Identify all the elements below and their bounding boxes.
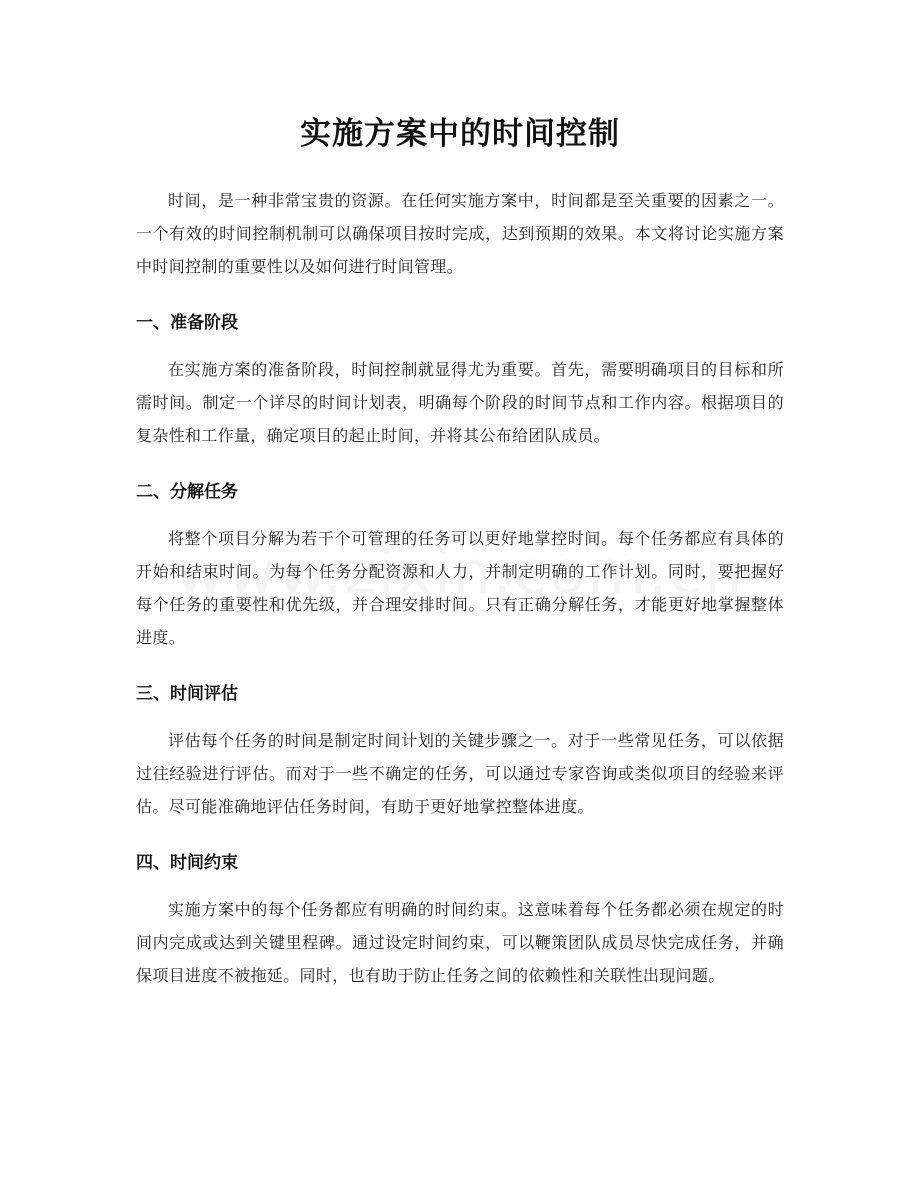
document-body	[136, 184, 784, 992]
section-time-estimation	[136, 682, 784, 823]
section-paragraph: 实施方案中的每个任务都应有明确的时间约束。这意味着每个任务都必须在规定的时间内完成或达到关键里程碑。通过设定时间约束，可以鞭策团队成员尽快完成任务，并确保项目进度不被拖延。同时，也有助于防止任务之间的依赖性和关联性出现问题。	[136, 900, 784, 985]
intro-paragraph: 时间，是一种非常宝贵的资源。在任何实施方案中，时间都是至关重要的因素之一。一个有效的时间控制机制可以确保项目按时完成，达到预期的效果。本文将讨论实施方案中时间控制的重要性以及如何进行时间管理。	[136, 191, 784, 276]
page-title: 实施方案中的时间控制	[300, 116, 620, 152]
section-paragraph: 在实施方案的准备阶段，时间控制就显得尤为重要。首先，需要明确项目的目标和所需时间。制定一个详尽的时间计划表，明确每个阶段的时间节点和工作内容。根据项目的复杂性和工作量，确定项目的起止时间，并将其公布给团队成员。	[136, 360, 784, 445]
section-paragraph: 将整个项目分解为若干个可管理的任务可以更好地掌控时间。每个任务都应有具体的开始和结束时间。为每个任务分配资源和人力，并制定明确的工作计划。同时，要把握好每个任务的重要性和优先级，并合理安排时间。只有正确分解任务，才能更好地掌握整体进度。	[136, 529, 784, 647]
section-heading: 四、时间约束	[136, 853, 238, 873]
section-heading: 一、准备阶段	[136, 313, 238, 333]
section-time-constraints	[136, 851, 784, 992]
section-heading: 三、时间评估	[136, 684, 238, 704]
section-preparation	[136, 311, 784, 452]
section-task-breakdown	[136, 480, 784, 654]
section-heading: 二、分解任务	[136, 482, 238, 502]
section-paragraph: 评估每个任务的时间是制定时间计划的关键步骤之一。对于一些常见任务，可以依据过往经验进行评估。而对于一些不确定的任务，可以通过专家咨询或类似项目的经验来评估。尽可能准确地评估任务时间，有助于更好地掌控整体进度。	[136, 731, 784, 816]
